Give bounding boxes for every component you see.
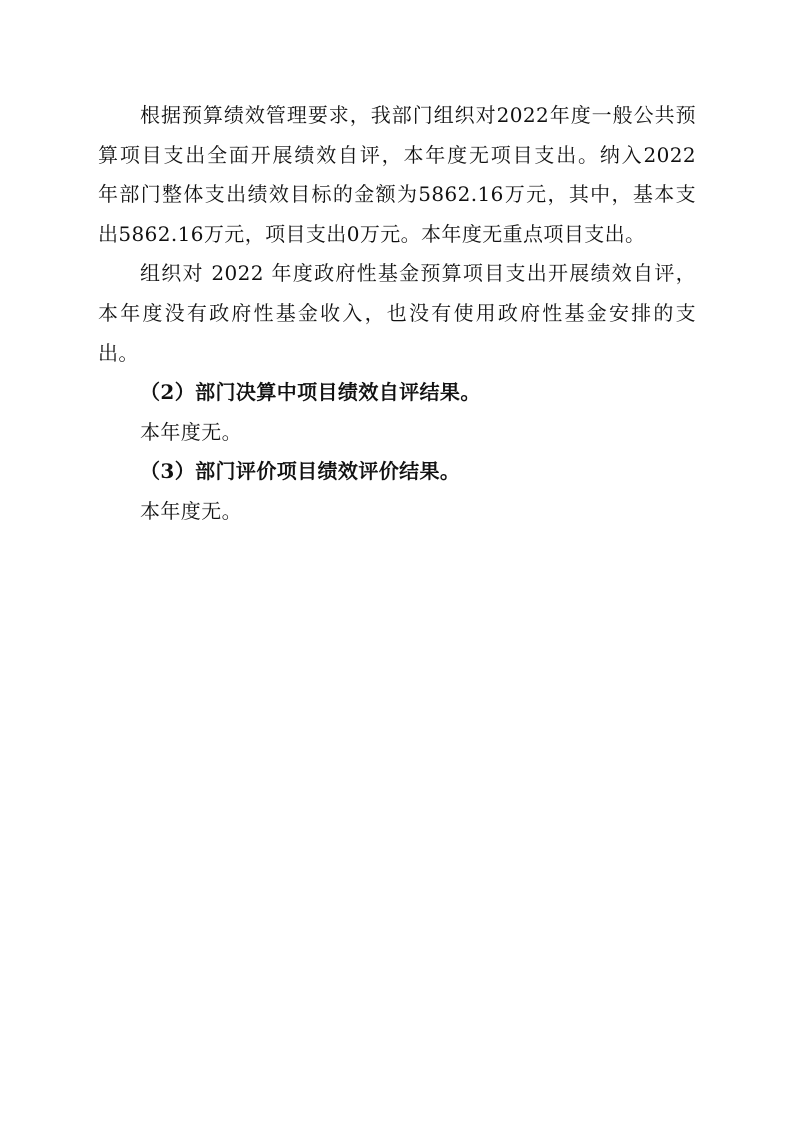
section-heading-evaluation-results: （3）部门评价项目绩效评价结果。 [140, 459, 461, 484]
section-text-evaluation-results: 本年度无。 [140, 498, 242, 523]
paragraph-government-fund [98, 254, 696, 373]
paragraph-line: 本年度没有政府性基金收入，也没有使用政府性基金安排的支 [98, 300, 696, 325]
paragraph-line: 年部门整体支出绩效目标的金额为5862.16万元，其中，基本支 [98, 182, 696, 207]
paragraph-line: 算项目支出全面开展绩效自评，本年度无项目支出。纳入2022 [98, 142, 696, 167]
document-body [98, 96, 696, 532]
section-text-self-evaluation: 本年度无。 [140, 419, 242, 444]
paragraph-budget-performance [98, 96, 696, 254]
paragraph-line: 出。 [98, 340, 139, 365]
paragraph-line: 出5862.16万元，项目支出0万元。本年度无重点项目支出。 [98, 221, 646, 246]
paragraph-line: 根据预算绩效管理要求，我部门组织对2022年度一般公共预 [140, 103, 696, 127]
section-heading-self-evaluation: （2）部门决算中项目绩效自评结果。 [140, 380, 481, 405]
paragraph-line: 组织对 2022 年度政府性基金预算项目支出开展绩效自评， [140, 261, 696, 286]
